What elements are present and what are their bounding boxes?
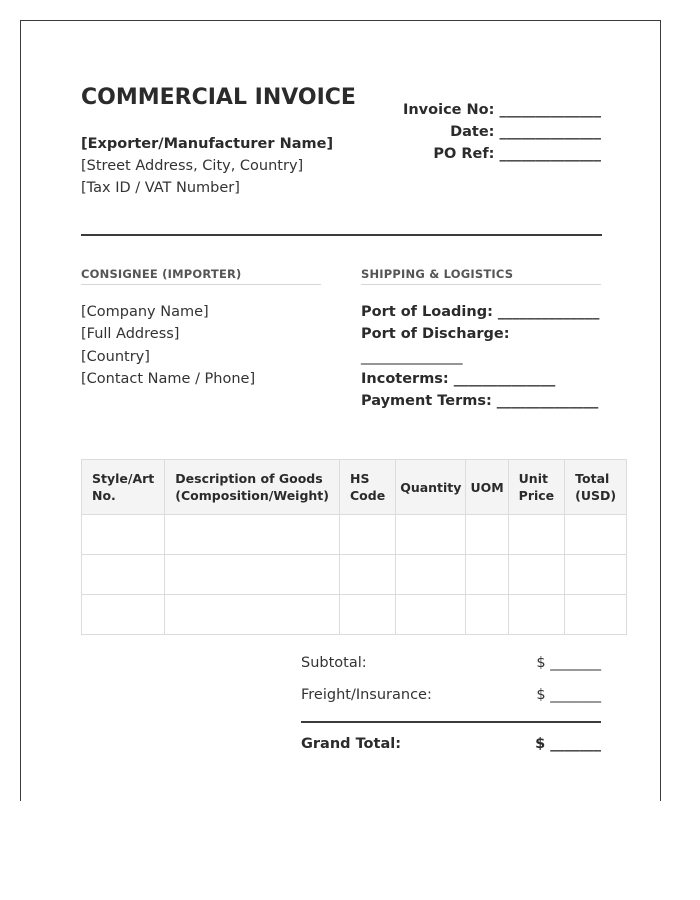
table-cell[interactable] (82, 555, 165, 595)
table-cell[interactable] (165, 595, 340, 635)
table-cell[interactable] (340, 555, 396, 595)
exporter-tax-id: [Tax ID / VAT Number] (81, 180, 240, 196)
table-cell[interactable] (165, 515, 340, 555)
invoice-number-field[interactable]: Invoice No: ______________ (402, 102, 601, 118)
table-cell[interactable] (466, 595, 508, 635)
table-cell[interactable] (165, 555, 340, 595)
header-divider (81, 234, 602, 236)
table-cell[interactable] (82, 595, 165, 635)
subtotal-label: Subtotal: (301, 655, 367, 671)
consignee-country[interactable]: [Country] (81, 348, 150, 365)
col-description: Description of Goods (Composition/Weight) (165, 460, 340, 515)
port-of-loading-field[interactable]: Port of Loading: ______________ (361, 304, 600, 320)
table-cell[interactable] (565, 595, 627, 635)
table-cell[interactable] (565, 555, 627, 595)
goods-table (81, 459, 627, 635)
consignee-block (81, 301, 255, 390)
exporter-block (81, 133, 333, 199)
freight-row (301, 687, 601, 709)
table-cell[interactable] (82, 515, 165, 555)
col-style-art: Style/Art No. (82, 460, 165, 515)
table-cell[interactable] (466, 515, 508, 555)
payment-terms-field[interactable]: Payment Terms: ______________ (361, 393, 599, 410)
table-cell[interactable] (565, 515, 627, 555)
exporter-address: [Street Address, City, Country] (81, 158, 304, 174)
incoterms-field[interactable]: Incoterms: ______________ (361, 370, 556, 387)
table-cell[interactable] (508, 555, 565, 595)
table-cell[interactable] (396, 515, 466, 555)
col-quantity: Quantity (396, 460, 466, 515)
col-uom: UOM (466, 460, 508, 515)
document-title: COMMERCIAL INVOICE (81, 85, 356, 110)
table-row (82, 595, 627, 635)
col-unit-price: Unit Price (508, 460, 565, 515)
consignee-heading: CONSIGNEE (IMPORTER) (81, 267, 321, 285)
consignee-address[interactable]: [Full Address] (81, 326, 180, 343)
grand-total-label: Grand Total: (301, 736, 401, 752)
table-cell[interactable] (396, 555, 466, 595)
consignee-company[interactable]: [Company Name] (81, 304, 209, 320)
table-cell[interactable] (340, 515, 396, 555)
subtotal-value[interactable]: $ _______ (536, 655, 601, 671)
port-of-discharge-label: Port of Discharge: (361, 326, 510, 343)
shipping-heading: SHIPPING & LOGISTICS (361, 267, 601, 285)
exporter-name: [Exporter/Manufacturer Name] (81, 136, 334, 152)
shipping-block (361, 301, 599, 412)
col-hs-code: HS Code (340, 460, 396, 515)
table-row (82, 555, 627, 595)
totals-divider (301, 721, 601, 723)
table-cell[interactable] (396, 595, 466, 635)
freight-value[interactable]: $ _______ (536, 687, 601, 703)
port-of-discharge-field[interactable]: ______________ (361, 348, 463, 365)
invoice-meta (403, 99, 601, 165)
table-cell[interactable] (508, 515, 565, 555)
grand-total-value[interactable]: $ _______ (535, 736, 601, 752)
table-cell[interactable] (340, 595, 396, 635)
table-row (82, 515, 627, 555)
freight-label: Freight/Insurance: (301, 687, 432, 703)
table-cell[interactable] (466, 555, 508, 595)
table-cell[interactable] (508, 595, 565, 635)
invoice-date-field[interactable]: Date: ______________ (450, 124, 601, 140)
grand-total-row (301, 736, 601, 758)
subtotal-row (301, 655, 601, 677)
table-header-row (82, 460, 627, 515)
invoice-page (20, 20, 661, 801)
po-ref-field[interactable]: PO Ref: ______________ (433, 146, 601, 162)
consignee-contact[interactable]: [Contact Name / Phone] (81, 370, 256, 387)
col-total: Total (USD) (565, 460, 627, 515)
